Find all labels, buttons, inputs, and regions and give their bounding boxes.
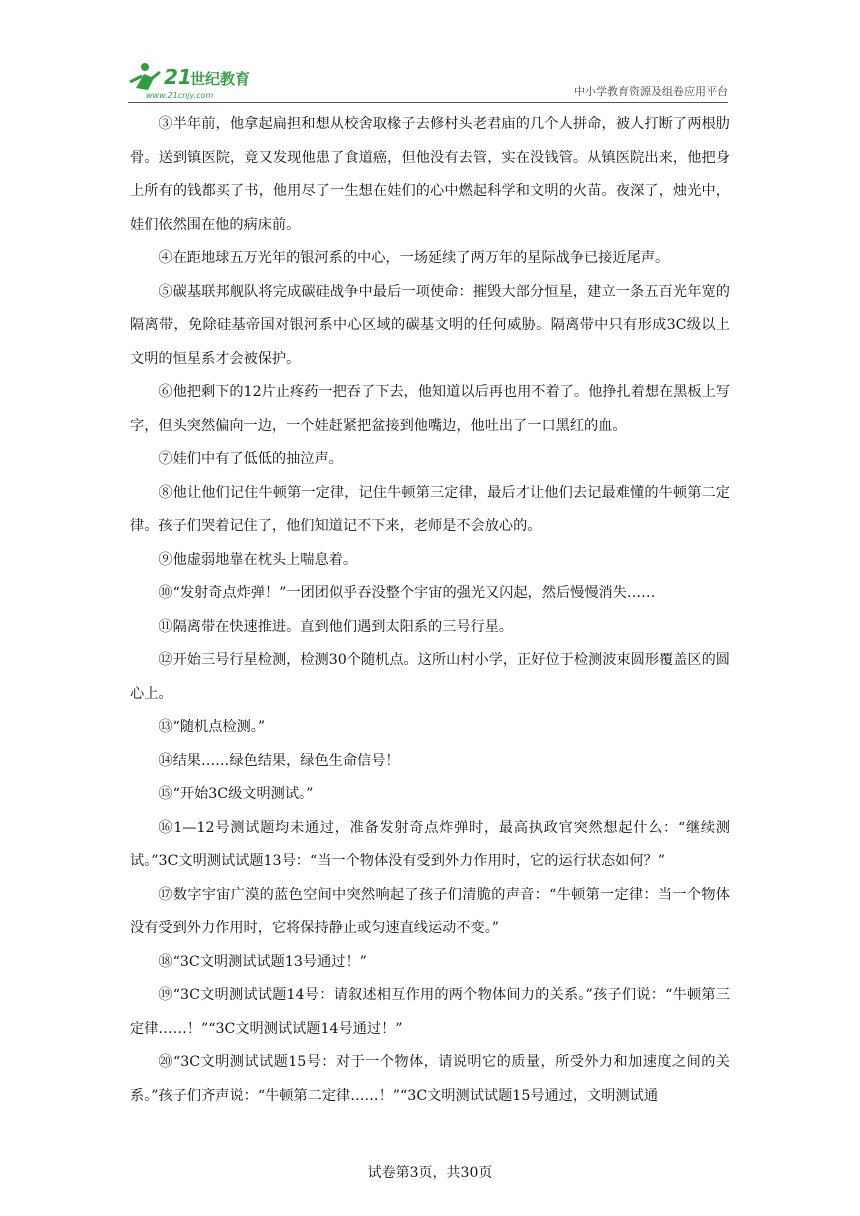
paragraph: ⑬“随机点检测。” (158, 719, 266, 735)
paragraph: ⑧他让他们记住牛顿第一定律，记住牛顿第三定律，最后才让他们去记最难懂的牛顿第二定律。孩子们哭着记住了，他们知道记不下来，老师是不会放心的。 (130, 484, 730, 534)
paragraph: ④在距地球五万光年的银河系的中心，一场延续了两万年的星际战争已接近尾声。 (158, 250, 670, 266)
paragraph: ⑥他把剩下的12片止疼药一把吞了下去，他知道以后再也用不着了。他挣扎着想在黑板上写字，但头突然偏向一边，一个娃赶紧把盆接到他嘴边，他吐出了一口黑红的血。 (130, 384, 730, 434)
svg-text:www.21cnjy.com: www.21cnjy.com (146, 91, 214, 100)
paragraph: ⑨他虚弱地靠在枕头上喘息着。 (158, 551, 358, 568)
paragraph: ⑲“3C文明测试试题14号：请叙述相互作用的两个物体间力的关系。”孩子们说：“牛顿第三定律……！”“3C文明测试试题14号通过！” (130, 987, 730, 1037)
paragraph: ⑳“3C文明测试试题15号：对于一个物体，请说明它的质量，所受外力和加速度之间的关系。”孩子们齐声说：“牛顿第二定律……！”“3C文明测试试题15号通过，文明测试通 (130, 1054, 730, 1104)
page-number: 试卷第3页，共30页 (367, 1165, 493, 1181)
paragraph: ③半年前，他拿起扁担和想从校舍取椽子去修村头老君庙的几个人拼命，被人打断了两根肋骨。送到镇医院，竟又发现他患了食道癌，但他没有去管，实在没钱管。从镇医院出来，他把身上所有的钱都买了书，他用尽了一生想在娃们的心中燃起科学和文明的火苗。夜深了，烛光中，娃们依然围在他的病床前。 (130, 116, 730, 233)
paragraph: ⑦娃们中有了低低的抽泣声。 (158, 451, 343, 467)
paragraph: ⑭结果……绿色结果，绿色生命信号！ (158, 752, 400, 769)
logo-21cnjy (128, 58, 268, 102)
paragraph: ⑮“开始3C级文明测试。” (158, 786, 314, 802)
paragraph: ⑫开始三号行星检测，检测30个随机点。这所山村小学，正好位于检测波束圆形覆盖区的圆心上。 (130, 652, 730, 702)
svg-text:21: 21 (164, 65, 192, 89)
paragraph: ⑩“发射奇点炸弹！”一团团似乎吞没整个宇宙的强光又闪起，然后慢慢消失…… (158, 585, 656, 601)
svg-text:世纪教育: 世纪教育 (190, 70, 251, 88)
site-tagline: 中小学教育资源及组卷应用平台 (574, 85, 728, 98)
paragraph: ⑪隔离带在快速推进。直到他们遇到太阳系的三号行星。 (158, 618, 514, 635)
paragraph: ⑤碳基联邦舰队将完成碳硅战争中最后一项使命：摧毁大部分恒星，建立一条五百光年宽的隔离带，免除硅基帝国对银河系中心区域的碳基文明的任何威胁。隔离带中只有形成3C级以上文明的恒星系才会被保护。 (130, 283, 730, 367)
page-header (128, 58, 728, 103)
paragraph: ⑱“3C文明测试试题13号通过！” (158, 953, 367, 970)
article-body (130, 108, 730, 1113)
paragraph: ⑰数字宇宙广漠的蓝色空间中突然响起了孩子们清脆的声音：“牛顿第一定律：当一个物体没有受到外力作用时，它将保持静止或匀速直线运动不变。” (130, 886, 730, 936)
paragraph: ⑯1—12号测试题均未通过，准备发射奇点炸弹时，最高执政官突然想起什么：“继续测试。”3C文明测试试题13号：“当一个物体没有受到外力作用时，它的运行状态如何？” (130, 819, 730, 869)
